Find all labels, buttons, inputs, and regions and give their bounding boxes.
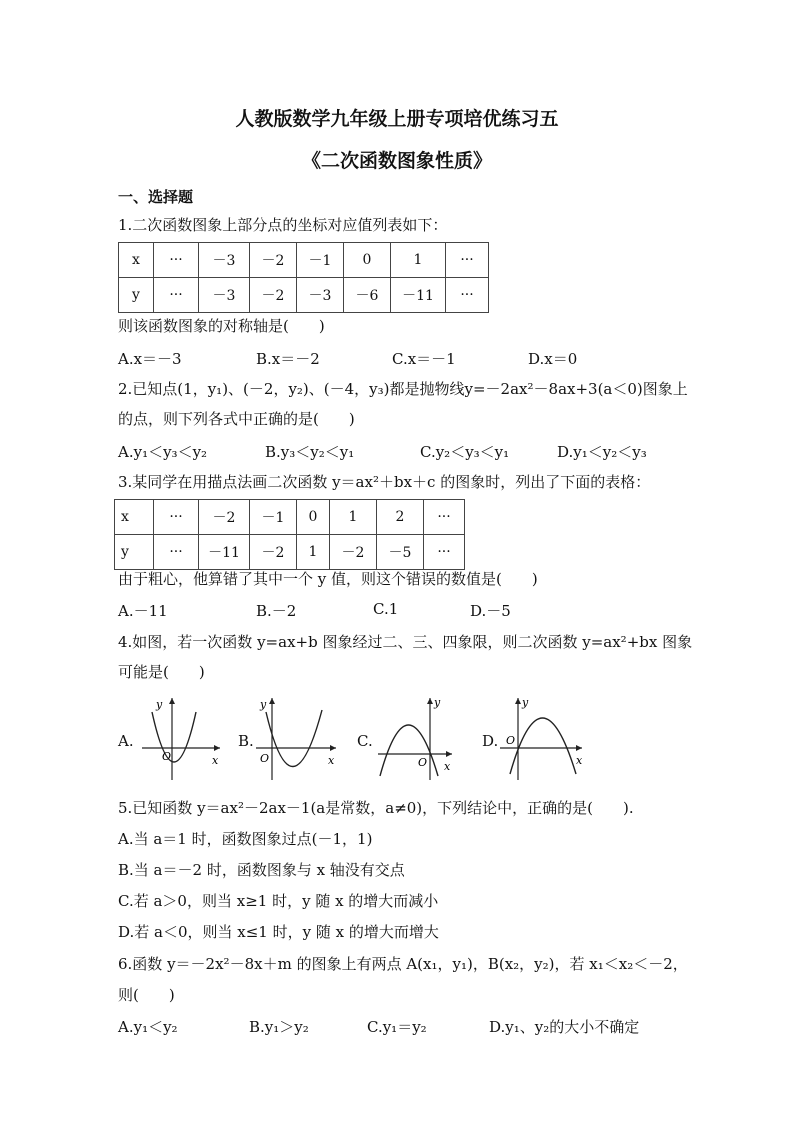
table-cell: －11 <box>199 535 250 570</box>
q3-option-c: C.1 <box>373 600 399 618</box>
table-cell: －2 <box>199 500 250 535</box>
table-row <box>119 278 489 313</box>
axis-label-y: y <box>260 698 267 711</box>
q4-graph-c-label: C. <box>357 732 373 750</box>
q2-option-d: D.y₁＜y₂＜y₃ <box>557 443 647 461</box>
q6-option-a: A.y₁＜y₂ <box>118 1018 178 1036</box>
q6-option-d: D.y₁、y₂的大小不确定 <box>489 1018 640 1036</box>
parabola-curve <box>510 718 576 774</box>
parabola-curve <box>152 712 196 762</box>
axis-label-x: x <box>212 754 219 767</box>
q6-option-b: B.y₁＞y₂ <box>249 1018 309 1036</box>
table-cell: ··· <box>446 243 489 278</box>
parabola-curve <box>266 710 322 767</box>
table-cell: －2 <box>250 535 297 570</box>
table-cell: －1 <box>297 243 344 278</box>
table-cell: ··· <box>424 535 465 570</box>
q6-stem-line1: 6.函数 y＝－2x²－8x＋m 的图象上有两点 A(x₁，y₁)，B(x₂，y₂)，若 x₁＜x₂＜－2， <box>118 955 688 973</box>
q5-option-a: A.当 a＝1 时，函数图象过点(－1，1) <box>118 830 373 848</box>
table-cell: －1 <box>250 500 297 535</box>
q1-table <box>118 242 489 313</box>
q2-option-b: B.y₃＜y₂＜y₁ <box>265 443 355 461</box>
y-axis-arrow <box>269 698 275 704</box>
q3-option-a: A.－11 <box>118 602 168 620</box>
table-cell: ··· <box>424 500 465 535</box>
table-cell: 2 <box>377 500 424 535</box>
table-cell: －11 <box>391 278 446 313</box>
table-cell: ··· <box>154 243 199 278</box>
table-cell: 0 <box>344 243 391 278</box>
q4-graph-d-label: D. <box>482 732 499 750</box>
table-cell: x <box>115 500 154 535</box>
q1-option-c: C.x＝－1 <box>392 350 456 368</box>
q2-option-a: A.y₁＜y₃＜y₂ <box>118 443 208 461</box>
q3-table <box>114 499 465 570</box>
q2-stem-line2: 的点，则下列各式中正确的是( ) <box>118 410 355 428</box>
q4-stem-line1: 4.如图，若一次函数 y=ax+b 图象经过二、三、四象限，则二次函数 y=ax²+bx 图象 <box>118 633 693 651</box>
q5-option-b: B.当 a＝－2 时，函数图象与 x 轴没有交点 <box>118 861 405 879</box>
x-axis-arrow <box>446 751 452 757</box>
axis-label-x: x <box>444 760 451 773</box>
q4-graph-a-label: A. <box>118 732 134 750</box>
axis-label-x: x <box>576 754 583 767</box>
x-axis-arrow <box>214 745 220 751</box>
q4-graph-b <box>252 692 346 784</box>
y-axis-arrow <box>515 698 521 704</box>
q4-graph-a <box>134 692 228 784</box>
q3-option-d: D.－5 <box>470 602 511 620</box>
q6-option-c: C.y₁＝y₂ <box>367 1018 427 1036</box>
table-cell: y <box>119 278 154 313</box>
q4-graph-b-label: B. <box>238 732 254 750</box>
q3-option-b: B.－2 <box>256 602 297 620</box>
q1-option-d: D.x＝0 <box>528 350 578 368</box>
table-cell: －3 <box>199 243 250 278</box>
q4-graph-c <box>372 692 462 784</box>
origin-label: O <box>506 734 516 747</box>
document-title: 人教版数学九年级上册专项培优练习五 <box>235 108 559 130</box>
q2-stem-line1: 2.已知点(1，y₁)、(－2，y₂)、(－4，y₃)都是抛物线y=－2ax²－8ax+3(a＜0)图象上 <box>118 380 688 398</box>
axis-label-x: x <box>328 754 335 767</box>
table-cell: －3 <box>297 278 344 313</box>
table-cell: ··· <box>154 535 199 570</box>
axis-label-y: y <box>434 696 441 709</box>
table-cell: ··· <box>154 500 199 535</box>
x-axis-arrow <box>330 745 336 751</box>
table-cell: 0 <box>297 500 330 535</box>
q4-stem-line2: 可能是( ) <box>118 663 205 681</box>
table-cell: －2 <box>330 535 377 570</box>
q2-option-c: C.y₂＜y₃＜y₁ <box>420 443 510 461</box>
q6-stem-line2: 则( ) <box>118 986 175 1004</box>
table-cell: －2 <box>250 243 297 278</box>
q3-question: 由于粗心，他算错了其中一个 y 值，则这个错误的数值是( ) <box>118 570 538 588</box>
q1-question: 则该函数图象的对称轴是( ) <box>118 317 325 335</box>
q1-option-a: A.x＝－3 <box>118 350 182 368</box>
parabola-curve <box>380 725 438 776</box>
q1-option-b: B.x＝－2 <box>256 350 320 368</box>
table-cell: x <box>119 243 154 278</box>
table-row <box>119 243 489 278</box>
q4-graph-d <box>498 692 590 784</box>
table-cell: ··· <box>446 278 489 313</box>
table-cell: 1 <box>330 500 377 535</box>
axis-label-y: y <box>156 698 163 711</box>
table-row <box>115 500 465 535</box>
table-cell: 1 <box>391 243 446 278</box>
origin-label: O <box>418 756 428 769</box>
origin-label: O <box>162 750 172 763</box>
table-cell: 1 <box>297 535 330 570</box>
q5-option-d: D.若 a＜0，则当 x≤1 时，y 随 x 的增大而增大 <box>118 923 439 941</box>
origin-label: O <box>260 752 270 765</box>
q5-stem: 5.已知函数 y＝ax²－2ax－1(a是常数，a≠0)，下列结论中，正确的是( ). <box>118 799 634 817</box>
section-heading: 一、选择题 <box>118 188 194 206</box>
table-cell: －2 <box>250 278 297 313</box>
document-subtitle: 《二次函数图象性质》 <box>301 150 492 172</box>
axis-label-y: y <box>522 696 529 709</box>
table-cell: －3 <box>199 278 250 313</box>
q5-option-c: C.若 a＞0，则当 x≥1 时，y 随 x 的增大而减小 <box>118 892 439 910</box>
table-cell: －6 <box>344 278 391 313</box>
table-row <box>115 535 465 570</box>
y-axis-arrow <box>169 698 175 704</box>
q1-stem: 1.二次函数图象上部分点的坐标对应值列表如下： <box>118 216 448 234</box>
table-cell: y <box>115 535 154 570</box>
y-axis-arrow <box>427 698 433 704</box>
table-cell: ··· <box>154 278 199 313</box>
q3-stem: 3.某同学在用描点法画二次函数 y＝ax²＋bx＋c 的图象时，列出了下面的表格： <box>118 473 651 491</box>
x-axis-arrow <box>576 745 582 751</box>
table-cell: －5 <box>377 535 424 570</box>
